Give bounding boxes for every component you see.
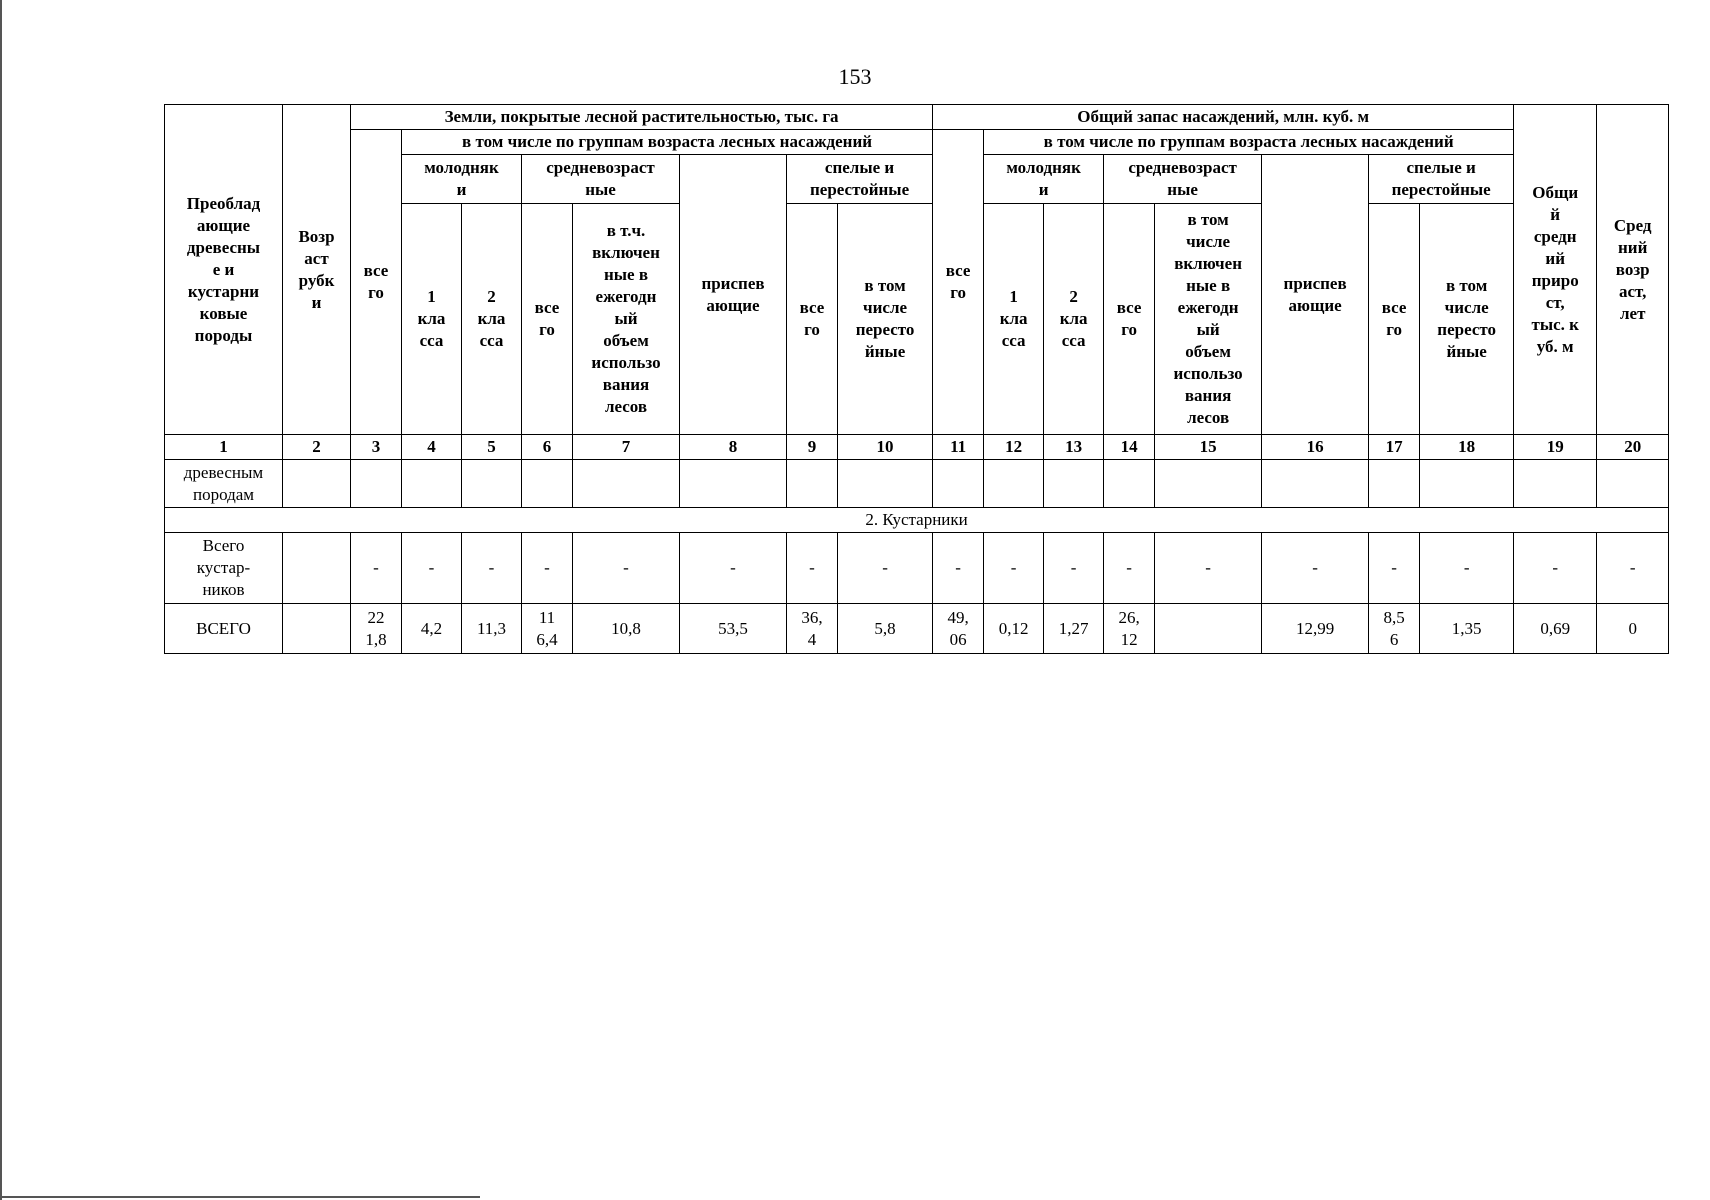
table-cell [522, 460, 573, 508]
table-cell [351, 460, 402, 508]
table-cell [283, 604, 351, 654]
table-cell: - [1369, 533, 1420, 604]
scan-edge-bottom [0, 1196, 480, 1198]
table-cell [1262, 460, 1369, 508]
table-cell: - [1597, 533, 1669, 604]
header-area-middle [522, 155, 680, 204]
header-area-middle-total [522, 204, 573, 435]
header-stock-mature-total [1369, 204, 1420, 435]
header-avg-age-text: Сред ний возр аст, лет [1613, 215, 1652, 323]
row-label [165, 533, 283, 604]
column-number: 13 [1044, 435, 1104, 460]
table-cell [1420, 460, 1514, 508]
column-number: 6 [522, 435, 573, 460]
table-cell [1514, 460, 1597, 508]
header-stock-overmature [1420, 204, 1514, 435]
header-stock-young-class2 [1044, 204, 1104, 435]
header-area-young-class1-text: 1 кла cса [417, 287, 446, 350]
header-area-overmature-text: в том числе пересто йные [855, 276, 915, 361]
header-area-middle-annual-text: в т.ч. включен ные в ежегодн ый объем использо вания лесов [591, 221, 661, 416]
header-area-mature-text: спелые и перестойные [809, 158, 910, 199]
header-area-middle-annual [573, 204, 680, 435]
header-stock-mature-total-text: все го [1381, 298, 1407, 339]
table-cell: - [680, 533, 787, 604]
column-number: 1 [165, 435, 283, 460]
header-stock-overmature-text: в том числе пересто йные [1437, 276, 1497, 361]
table-cell [283, 460, 351, 508]
header-stock-mature-text: спелые и перестойные [1391, 158, 1491, 199]
header-stock-mature [1369, 155, 1514, 204]
column-number: 5 [462, 435, 522, 460]
header-stock-middle-text: средневозраст ные [1128, 158, 1237, 199]
row-label [165, 460, 283, 508]
column-number: 20 [1597, 435, 1669, 460]
header-stock-middle-total [1104, 204, 1155, 435]
table-cell [680, 460, 787, 508]
table-cell: 49, 06 [933, 604, 984, 654]
column-number: 18 [1420, 435, 1514, 460]
header-stock-total [933, 130, 984, 435]
table-cell [933, 460, 984, 508]
header-stock-total-text: все го [945, 261, 971, 302]
header-area-young-text: молодняк и [424, 158, 499, 199]
table-row-tree-species [165, 460, 1669, 508]
header-species-text: Преоблад ающие древесны е и кустарни ковые породы [186, 193, 261, 345]
header-area-ripening [680, 155, 787, 435]
header-area-mature-total-text: все го [799, 298, 825, 339]
header-area-overmature [838, 204, 933, 435]
header-cutting-age [283, 105, 351, 435]
forest-stand-table [164, 104, 1669, 654]
table-cell: 1,35 [1420, 604, 1514, 654]
column-number: 19 [1514, 435, 1597, 460]
table-cell: - [838, 533, 933, 604]
table-cell [1155, 604, 1262, 654]
header-stock-middle-annual [1155, 204, 1262, 435]
header-area-young [402, 155, 522, 204]
header-species [165, 105, 283, 435]
table-cell: - [1420, 533, 1514, 604]
scan-edge-left [0, 0, 2, 1200]
row-label-text: древесным породам [183, 462, 264, 504]
header-area-group: Земли, покрытые лесной растительностью, тыс. га [351, 105, 933, 130]
table-cell [402, 460, 462, 508]
header-stock-ripening-text: приспев ающие [1283, 273, 1347, 315]
table-cell [984, 460, 1044, 508]
header-stock-middle-total-text: все го [1116, 298, 1142, 339]
header-area-mature [787, 155, 933, 204]
table-cell: - [462, 533, 522, 604]
header-avg-growth [1514, 105, 1597, 435]
table-cell: 10,8 [573, 604, 680, 654]
column-number: 11 [933, 435, 984, 460]
table-cell: - [787, 533, 838, 604]
row-label: ВСЕГО [165, 604, 283, 654]
column-number: 7 [573, 435, 680, 460]
column-number: 16 [1262, 435, 1369, 460]
table-cell: 0 [1597, 604, 1669, 654]
table-cell [1597, 460, 1669, 508]
table-cell: 11 6,4 [522, 604, 573, 654]
table-cell: - [573, 533, 680, 604]
table-cell [1104, 460, 1155, 508]
table-cell: - [1044, 533, 1104, 604]
header-stock-middle [1104, 155, 1262, 204]
header-stock-group: Общий запас насаждений, млн. куб. м [933, 105, 1514, 130]
header-area-age-groups: в том числе по группам возраста лесных насаждений [402, 130, 933, 155]
column-number: 12 [984, 435, 1044, 460]
header-area-total [351, 130, 402, 435]
table-cell: - [402, 533, 462, 604]
header-area-young-class2-text: 2 кла cса [477, 287, 506, 350]
header-cutting-age-text: Возр аст рубк и [298, 226, 335, 312]
table-cell [838, 460, 933, 508]
table-cell: - [1104, 533, 1155, 604]
column-number: 4 [402, 435, 462, 460]
table-cell [1044, 460, 1104, 508]
row-label-text: Всего кустар- ников [196, 536, 251, 599]
table-cell: - [1514, 533, 1597, 604]
table-cell: - [1262, 533, 1369, 604]
column-number: 9 [787, 435, 838, 460]
table-row-shrubs-total [165, 533, 1669, 604]
header-area-young-class2 [462, 204, 522, 435]
page-number: 153 [838, 64, 872, 89]
table-cell: 5,8 [838, 604, 933, 654]
header-stock-young-class1 [984, 204, 1044, 435]
table-cell: - [1155, 533, 1262, 604]
table-cell: 0,12 [984, 604, 1044, 654]
header-avg-growth-text: Общи й средн ий приро ст, тыс. к уб. м [1531, 182, 1579, 356]
header-area-young-class1 [402, 204, 462, 435]
header-area-mature-total [787, 204, 838, 435]
table-cell: 12,99 [1262, 604, 1369, 654]
table-cell [283, 533, 351, 604]
header-stock-young [984, 155, 1104, 204]
section-title: 2. Кустарники [165, 508, 1669, 533]
table-cell: 4,2 [402, 604, 462, 654]
header-stock-young-text: молодняк и [1006, 158, 1081, 199]
header-area-middle-total-text: все го [534, 298, 560, 339]
table-cell: 26, 12 [1104, 604, 1155, 654]
header-stock-young-class2-text: 2 кла cса [1059, 287, 1088, 350]
table-row-grand-total [165, 604, 1669, 654]
table-cell: 0,69 [1514, 604, 1597, 654]
header-area-ripening-text: приспев ающие [701, 273, 765, 315]
header-area-middle-text: средневозраст ные [546, 158, 655, 199]
column-number: 15 [1155, 435, 1262, 460]
header-stock-ripening [1262, 155, 1369, 435]
table-cell: - [351, 533, 402, 604]
table-cell [1155, 460, 1262, 508]
table-cell: 53,5 [680, 604, 787, 654]
table-cell [1369, 460, 1420, 508]
column-number: 3 [351, 435, 402, 460]
column-number: 2 [283, 435, 351, 460]
table-cell: 1,27 [1044, 604, 1104, 654]
section-row-shrubs [165, 508, 1669, 533]
table-cell: 22 1,8 [351, 604, 402, 654]
table-cell [462, 460, 522, 508]
column-number: 10 [838, 435, 933, 460]
header-avg-age [1597, 105, 1669, 435]
column-number: 8 [680, 435, 787, 460]
table-cell: - [984, 533, 1044, 604]
table-cell [573, 460, 680, 508]
table-cell: - [933, 533, 984, 604]
table-cell: 8,5 6 [1369, 604, 1420, 654]
column-number: 17 [1369, 435, 1420, 460]
table-cell [787, 460, 838, 508]
table-cell: - [522, 533, 573, 604]
table-cell: 11,3 [462, 604, 522, 654]
table-cell: 36, 4 [787, 604, 838, 654]
header-stock-middle-annual-text: в том числе включен ные в ежегодн ый объем использо вания лесов [1173, 210, 1243, 427]
header-stock-young-class1-text: 1 кла cса [999, 287, 1028, 350]
header-area-total-text: все го [363, 261, 389, 302]
header-stock-age-groups: в том числе по группам возраста лесных насаждений [984, 130, 1514, 155]
column-number-row [165, 435, 1669, 460]
column-number: 14 [1104, 435, 1155, 460]
